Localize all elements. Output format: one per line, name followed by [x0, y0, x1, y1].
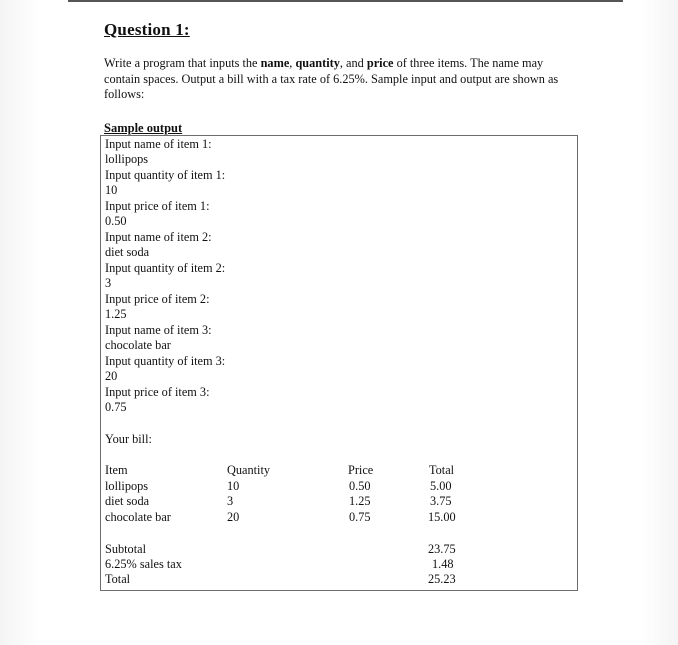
input-value-item2-price: 1.25: [105, 307, 127, 321]
bill-row-1-quantity: 10: [227, 479, 240, 493]
bill-row-3-total: 15.00: [428, 510, 456, 524]
bill-header-total: Total: [429, 463, 455, 477]
bill-row-1-total: 5.00: [430, 479, 452, 493]
summary-total-label: Total: [105, 572, 131, 586]
sample-output-title: Sample output: [104, 121, 183, 135]
bill-row-1-item: lollipops: [105, 479, 149, 493]
summary-subtotal-value: 23.75: [428, 542, 456, 556]
bill-row-2-price: 1.25: [349, 494, 371, 508]
input-value-item3-qty: 20: [105, 369, 118, 383]
input-value-item2-name: diet soda: [105, 245, 150, 259]
input-prompt-item3-name: Input name of item 3:: [105, 323, 212, 337]
bill-row-2-item: diet soda: [105, 494, 150, 508]
bill-header-quantity: Quantity: [227, 463, 271, 477]
bill-row-2-total: 3.75: [430, 494, 452, 508]
input-prompt-item3-qty: Input quantity of item 3:: [105, 354, 226, 368]
input-prompt-item2-qty: Input quantity of item 2:: [105, 261, 226, 275]
bill-label: Your bill:: [105, 432, 152, 446]
input-prompt-item3-price: Input price of item 3:: [105, 385, 210, 399]
bill-row-3-quantity: 20: [227, 510, 240, 524]
summary-total-value: 25.23: [428, 572, 456, 586]
bill-row-3-item: chocolate bar: [105, 510, 171, 524]
input-prompt-item2-price: Input price of item 2:: [105, 292, 210, 306]
summary-tax-label: 6.25% sales tax: [105, 557, 182, 571]
input-prompt-item2-name: Input name of item 2:: [105, 230, 212, 244]
bill-row-1-price: 0.50: [349, 479, 371, 493]
input-prompt-item1-price: Input price of item 1:: [105, 199, 210, 213]
question-heading: Question 1:: [104, 20, 190, 39]
problem-statement: Write a program that inputs the name, quantity, and price of three items. The name may contain spaces. Output a bill with a tax rate of 6.25%. Sample input and output are shown as follows:: [104, 56, 559, 101]
input-value-item1-name: lollipops: [105, 152, 149, 166]
summary-subtotal-label: Subtotal: [105, 542, 146, 556]
input-prompt-item1-qty: Input quantity of item 1:: [105, 168, 226, 182]
input-value-item3-name: chocolate bar: [105, 338, 171, 352]
bill-row-3-price: 0.75: [349, 510, 371, 524]
bill-header-price: Price: [348, 463, 374, 477]
summary-tax-value: 1.48: [432, 557, 454, 571]
input-value-item1-qty: 10: [105, 183, 118, 197]
input-value-item1-price: 0.50: [105, 214, 127, 228]
input-prompt-item1-name: Input name of item 1:: [105, 137, 212, 151]
input-value-item3-price: 0.75: [105, 400, 127, 414]
top-rule: [68, 0, 623, 2]
sample-output-box: [100, 135, 578, 591]
input-value-item2-qty: 3: [105, 276, 112, 290]
bill-row-2-quantity: 3: [227, 494, 234, 508]
bill-header-item: Item: [105, 463, 128, 477]
